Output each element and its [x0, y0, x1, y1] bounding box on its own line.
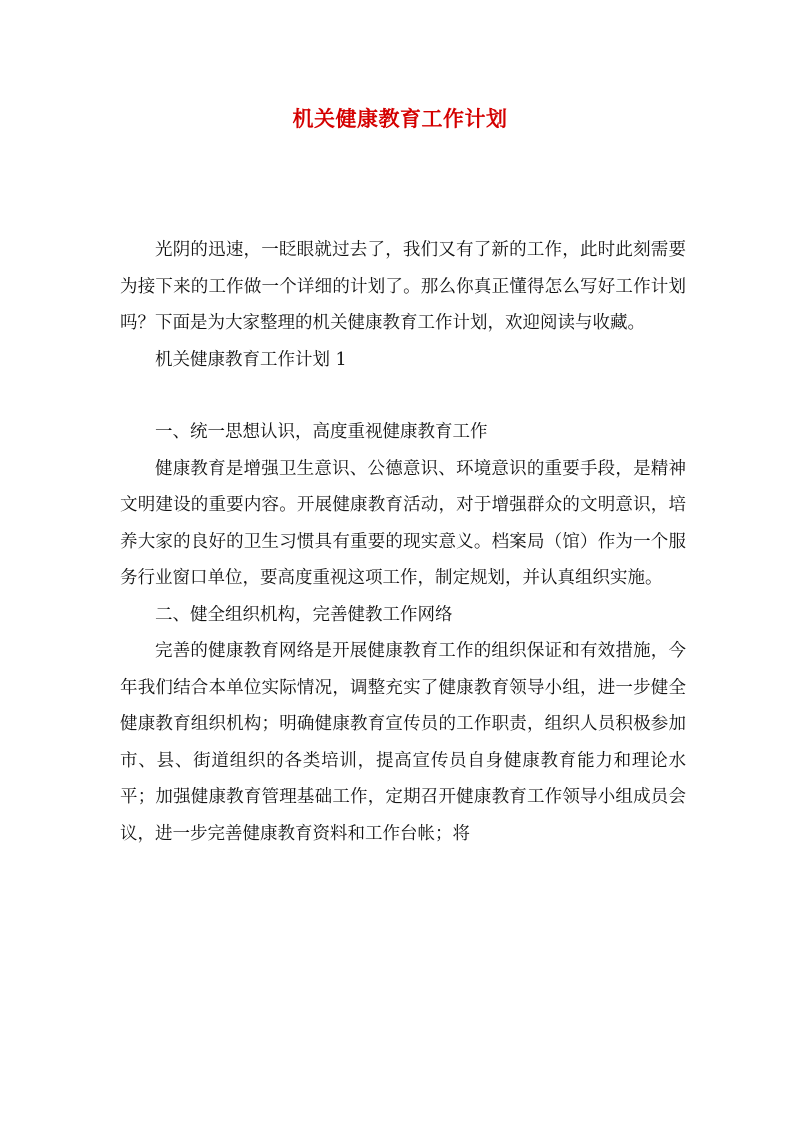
intro-paragraph: 光阴的迅速，一眨眼就过去了，我们又有了新的工作，此时此刻需要为接下来的工作做一个详细的计划了。那么你真正懂得怎么写好工作计划吗？下面是为大家整理的机关健康教育工作计划，欢迎阅读与收藏。 — [120, 240, 686, 333]
section-paragraph: 健康教育是增强卫生意识、公德意识、环境意识的重要手段，是精神文明建设的重要内容。开展健康教育活动，对于增强群众的文明意识，培养大家的良好的卫生习惯具有重要的现实意义。档案局（馆）作为一个服务行业窗口单位，要高度重视这项工作，制定规划，并认真组织实施。 — [120, 458, 686, 588]
section-heading: 二、健全组织机构，完善健教工作网络 — [155, 604, 453, 625]
plan-subtitle: 机关健康教育工作计划 1 — [155, 349, 347, 370]
section-heading: 一、统一思想认识，高度重视健康教育工作 — [155, 422, 488, 442]
document-body — [120, 232, 686, 852]
document-title: 机关健康教育工作计划 — [292, 106, 508, 131]
section-paragraph: 完善的健康教育网络是开展健康教育工作的组织保证和有效措施，今年我们结合本单位实际情况，调整充实了健康教育领导小组，进一步健全健康教育组织机构；明确健康教育宣传员的工作职责，组织人员积极参加市、县、街道组织的各类培训，提高宣传员自身健康教育能力和理论水平；加强健康教育管理基础工作，定期召开健康教育工作领导小组成员会议，进一步完善健康教育资料和工作台帐；将 — [120, 641, 686, 844]
